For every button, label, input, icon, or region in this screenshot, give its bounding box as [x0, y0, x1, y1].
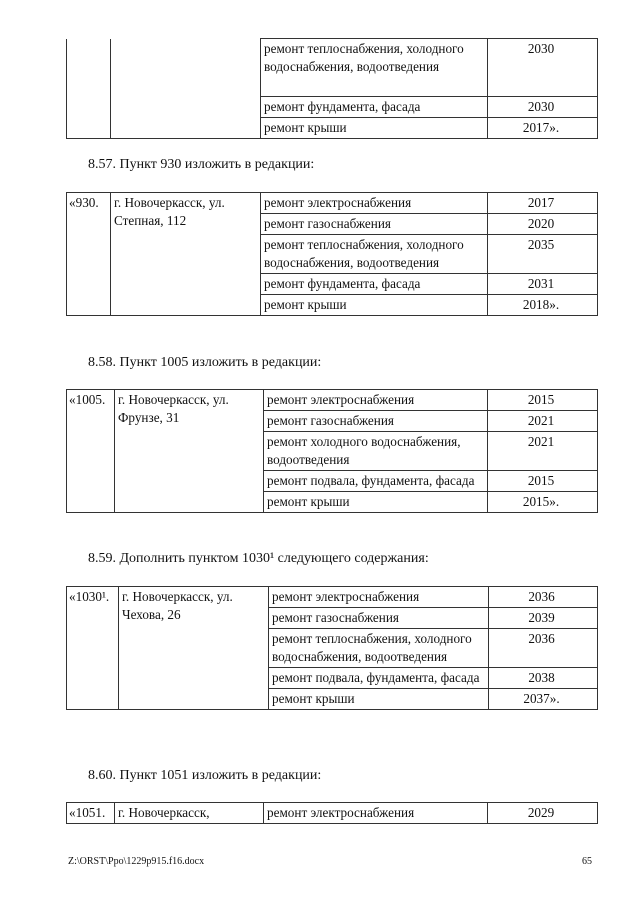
item-table	[66, 389, 598, 513]
section-heading: 8.57. Пункт 930 изложить в редакции:	[88, 157, 315, 172]
section-heading: 8.59. Дополнить пунктом 1030¹ следующего содержания:	[88, 551, 429, 566]
cell-work: ремонт газоснабжения	[264, 411, 488, 432]
cell-address: г. Новочеркасск,	[115, 803, 264, 824]
cell-work: ремонт крыши	[269, 689, 489, 710]
cell-year: 2036	[489, 629, 598, 668]
cell-work: ремонт электроснабжения	[264, 390, 488, 411]
cell-year: 2017».	[488, 118, 598, 139]
cell-year: 2015	[488, 471, 598, 492]
cell-work: ремонт крыши	[261, 295, 488, 316]
cell-year: 2020	[488, 214, 598, 235]
cell-work: ремонт подвала, фундамента, фасада	[264, 471, 488, 492]
cell-year: 2015».	[488, 492, 598, 513]
footer-file-path: Z:\ORST\Ppo\1229p915.f16.docx	[68, 856, 205, 867]
cell-year: 2029	[488, 803, 598, 824]
cell-address: г. Новочеркасск, ул. Фрунзе, 31	[115, 390, 264, 513]
cell-year: 2039	[489, 608, 598, 629]
item-table	[66, 802, 598, 824]
cell-year: 2036	[489, 587, 598, 608]
cell-work: ремонт фундамента, фасада	[261, 274, 488, 295]
cell-work: ремонт теплоснабжения, холодного водоснабжения, водоотведения	[261, 235, 488, 274]
cell-year: 2031	[488, 274, 598, 295]
section-heading: 8.58. Пункт 1005 изложить в редакции:	[88, 355, 322, 370]
item-table	[66, 192, 598, 316]
cell-work: ремонт газоснабжения	[261, 214, 488, 235]
cell-year: 2015	[488, 390, 598, 411]
cell-work: ремонт теплоснабжения, холодного водоснабжения, водоотведения	[261, 39, 488, 97]
page-number: 65	[582, 856, 592, 867]
cell-year: 2038	[489, 668, 598, 689]
cell-number: «930.	[67, 193, 111, 316]
cell-work: ремонт теплоснабжения, холодного водоснабжения, водоотведения	[269, 629, 489, 668]
cell-work: ремонт газоснабжения	[269, 608, 489, 629]
cell-work: ремонт фундамента, фасада	[261, 97, 488, 118]
cell-work: ремонт электроснабжения	[261, 193, 488, 214]
cell-number: «1051.	[67, 803, 115, 824]
cell-year: 2021	[488, 411, 598, 432]
cell-work: ремонт холодного водоснабжения, водоотведения	[264, 432, 488, 471]
item-table	[66, 586, 598, 710]
cell-address: г. Новочеркасск, ул. Чехова, 26	[119, 587, 269, 710]
cell-work: ремонт подвала, фундамента, фасада	[269, 668, 489, 689]
cell-year: 2030	[488, 39, 598, 97]
continuation-table	[66, 38, 598, 139]
cell-year: 2037».	[489, 689, 598, 710]
cell-number: «1030¹.	[67, 587, 119, 710]
cell-work: ремонт крыши	[264, 492, 488, 513]
cell-year: 2030	[488, 97, 598, 118]
cell-year: 2021	[488, 432, 598, 471]
cell-number	[67, 39, 111, 139]
cell-address: г. Новочеркасск, ул. Степная, 112	[111, 193, 261, 316]
cell-number: «1005.	[67, 390, 115, 513]
cell-year: 2017	[488, 193, 598, 214]
cell-address	[111, 39, 261, 139]
cell-year: 2018».	[488, 295, 598, 316]
cell-year: 2035	[488, 235, 598, 274]
section-heading: 8.60. Пункт 1051 изложить в редакции:	[88, 768, 322, 783]
cell-work: ремонт электроснабжения	[269, 587, 489, 608]
cell-work: ремонт крыши	[261, 118, 488, 139]
cell-work: ремонт электроснабжения	[264, 803, 488, 824]
